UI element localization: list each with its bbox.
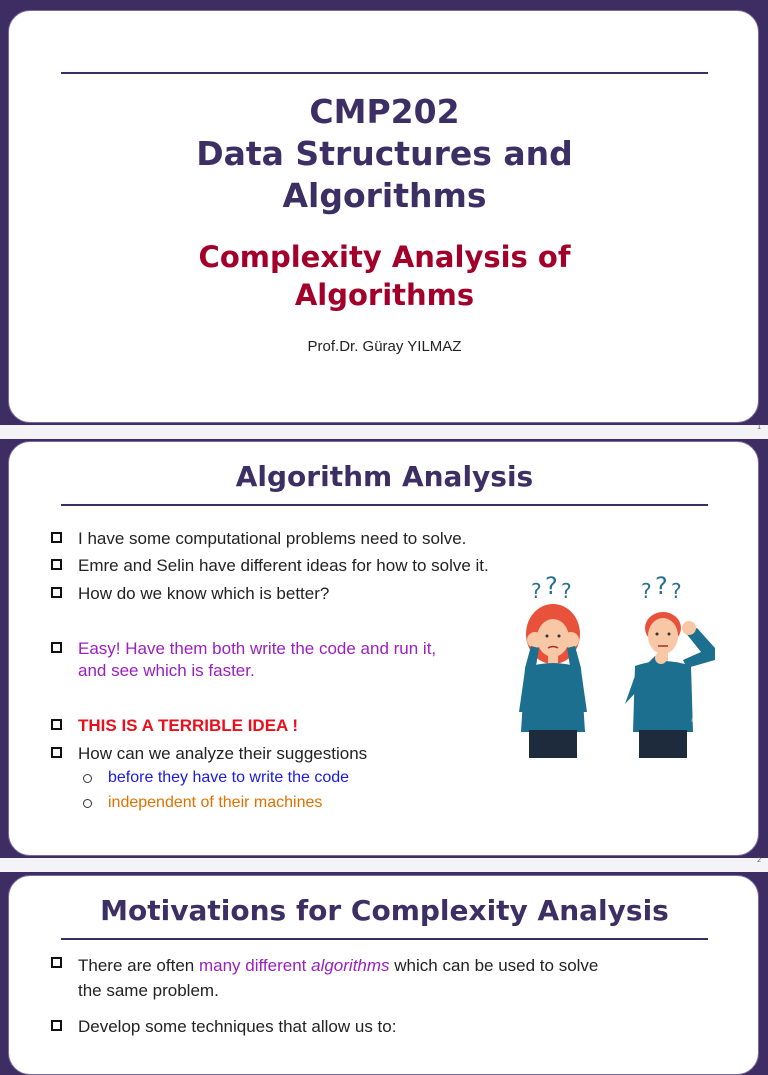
sub-bullet: independent of their machines (83, 794, 322, 812)
confused-people-illustration (501, 572, 731, 762)
checkbox-bullet-icon (51, 532, 62, 543)
bullet-item: How do we know which is better? (51, 583, 329, 605)
sub-bullet: before they have to write the code (83, 769, 349, 787)
watermark-text: alamy (691, 715, 716, 724)
bullet-item: I have some computational problems need to solve. (51, 528, 466, 550)
slide-2 (8, 441, 759, 856)
checkbox-bullet-icon (51, 719, 62, 730)
question-mark-icon: ? (561, 579, 572, 603)
title-rule (61, 72, 708, 74)
circle-bullet-icon (83, 774, 92, 783)
man-figure (625, 612, 718, 758)
woman-figure (519, 604, 587, 758)
slide-1 (8, 10, 759, 423)
question-mark-icon: ? (545, 572, 558, 600)
checkbox-bullet-icon (51, 587, 62, 598)
course-title (9, 91, 760, 217)
slide-heading: Algorithm Analysis (235, 460, 534, 493)
watermark-text: alamy (693, 675, 718, 684)
author-name: Prof.Dr. Güray YILMAZ (307, 338, 462, 355)
checkbox-bullet-icon (51, 747, 62, 758)
bullet-item-terrible: THIS IS A TERRIBLE IDEA ! (51, 715, 298, 737)
slide-gap (0, 858, 768, 872)
page-number: 1 (757, 424, 761, 431)
checkbox-bullet-icon (51, 559, 62, 570)
slide-heading: Motivations for Complexity Analysis (100, 894, 669, 927)
heading-rule (61, 938, 708, 940)
heading-rule (61, 504, 708, 506)
lecture-title-line: Algorithms (294, 278, 475, 312)
bullet-item: How can we analyze their suggestions (51, 743, 367, 765)
question-mark-icon: ? (531, 579, 542, 603)
bullet-item: Develop some techniques that allow us to: (51, 1016, 396, 1038)
question-mark-icon: ? (641, 579, 652, 603)
checkbox-bullet-icon (51, 642, 62, 653)
course-title-line: CMP202 (309, 92, 460, 131)
circle-bullet-icon (83, 799, 92, 808)
course-title-line: Algorithms (282, 176, 487, 215)
page-number: 2 (757, 857, 761, 864)
checkbox-bullet-icon (51, 957, 62, 968)
bullet-item: Emre and Selin have different ideas for how to solve it. (51, 555, 489, 577)
course-title-line: Data Structures and (196, 134, 573, 173)
checkbox-bullet-icon (51, 1020, 62, 1031)
lecture-title (9, 238, 760, 314)
bullet-item-easy: Easy! Have them both write the code and run it, and see which is faster. (51, 638, 436, 682)
question-mark-icon: ? (655, 572, 668, 600)
slide-gap (0, 425, 768, 439)
question-mark-icon: ? (671, 579, 682, 603)
slide-3 (8, 875, 759, 1075)
lecture-title-line: Complexity Analysis of (198, 240, 571, 274)
bullet-item: There are often many different algorithms which can be used to solve the same problem. (51, 953, 598, 1003)
